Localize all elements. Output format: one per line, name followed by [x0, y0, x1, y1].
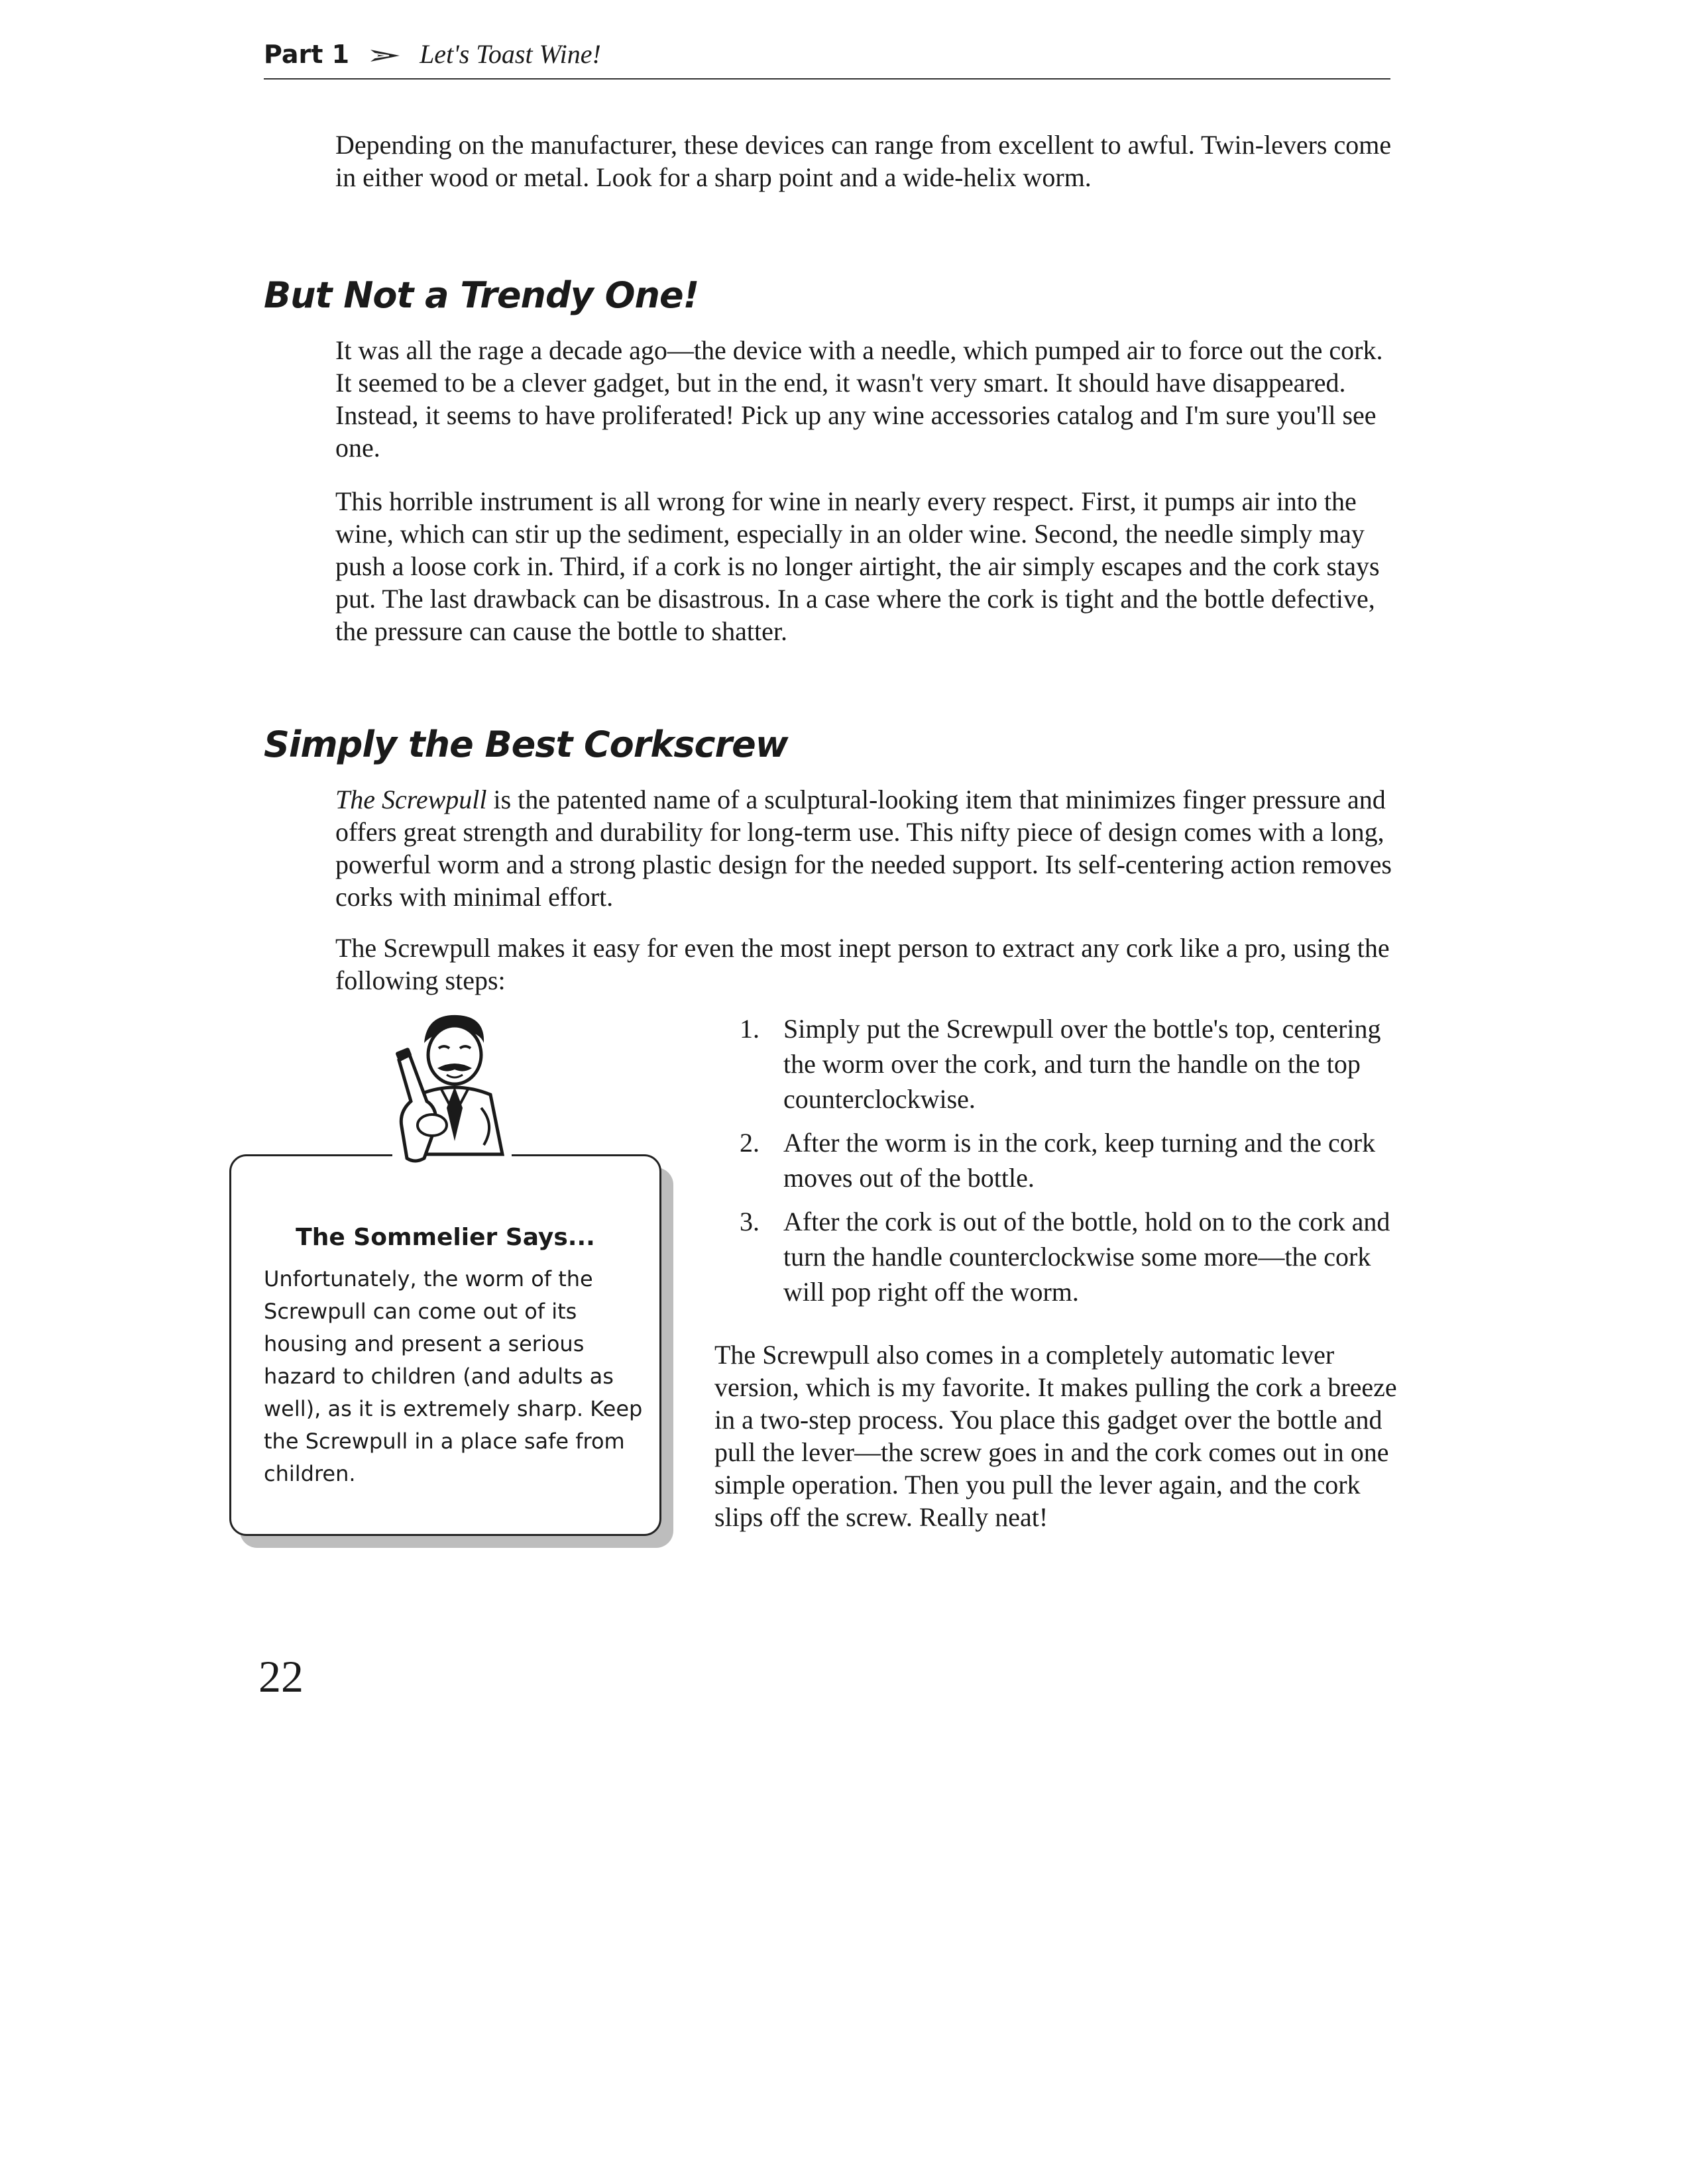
sidebar-body: Unfortunately, the worm of the Screwpull can come out of its housing and present a serious hazard to children (and adults as well), as it is extremely sharp. Keep the Screwpull in a place safe from children. — [264, 1266, 643, 1486]
step-number: 2. — [740, 1128, 760, 1158]
steps-list — [714, 1011, 1397, 1318]
section-heading-trendy: But Not a Trendy One! — [264, 274, 699, 316]
sommelier-icon — [372, 1009, 532, 1207]
arrowhead-icon — [369, 47, 401, 64]
screwpull-title: The Screwpull — [335, 785, 487, 814]
sidebar-title: The Sommelier Says... — [296, 1224, 595, 1251]
best-paragraph-1-text: is the patented name of a sculptural-looking item that minimizes finger pressure and offers great strength and durability for long-term use. This nifty piece of design comes with a long, powerful worm and a strong plastic design for the needed support. Its self-centering action removes corks with minimal effort. — [335, 785, 1392, 912]
best-paragraph-1 — [335, 783, 1396, 913]
list-item — [714, 1204, 1397, 1309]
trendy-paragraph-1: It was all the rage a decade ago—the device with a needle, which pumped air to force out the cork. It seemed to be a clever gadget, but in the end, it wasn't very smart. It should have disappeared. Instead, it seems to have proliferated! Pick up any wine accessories catalog and I'm sure you'll see one. — [335, 335, 1383, 463]
step-number: 3. — [740, 1207, 760, 1236]
section-heading-best: Simply the Best Corkscrew — [264, 724, 788, 765]
step-number: 1. — [740, 1014, 760, 1044]
step-text: Simply put the Screwpull over the bottle's top, centering the worm over the cork, and turn the handle on the top counterclockwise. — [783, 1014, 1381, 1114]
chapter-title: Let's Toast Wine! — [420, 39, 601, 69]
list-item — [714, 1125, 1397, 1195]
trendy-paragraph-2: This horrible instrument is all wrong for wine in nearly every respect. First, it pumps air into the wine, which can stir up the sediment, especially in an older wine. Second, the needle simply may push a loose cork in. Third, if a cork is no longer airtight, the air simply escapes and the cork stays put. The last drawback can be disastrous. In a case where the cork is tight and the bottle defective, the pressure can cause the bottle to shatter. — [335, 486, 1380, 646]
best-paragraph-2: The Screwpull makes it easy for even the most inept person to extract any cork like a pro, using the following steps: — [335, 933, 1390, 995]
page-number: 22 — [258, 1651, 304, 1702]
step-text: After the cork is out of the bottle, hold on to the cork and turn the handle counterclockwise some more—the cork will pop right off the worm. — [783, 1207, 1390, 1307]
intro-paragraph: Depending on the manufacturer, these devices can range from excellent to awful. Twin-levers come in either wood or metal. Look for a sharp point and a wide-helix worm. — [335, 130, 1392, 192]
closing-paragraph: The Screwpull also comes in a completely automatic lever version, which is my favorite. It makes pulling the cork a breeze in a two-step process. You place this gadget over the bottle and pull the lever—the screw goes in and the cork comes out in one simple operation. Then you pull the lever again, and the cork slips off the screw. Really neat! — [714, 1340, 1397, 1532]
header-rule — [264, 78, 1390, 80]
running-head — [264, 37, 1390, 72]
list-item — [714, 1011, 1397, 1117]
step-text: After the worm is in the cork, keep turning and the cork moves out of the bottle. — [783, 1128, 1376, 1193]
part-label: Part 1 — [264, 40, 350, 69]
